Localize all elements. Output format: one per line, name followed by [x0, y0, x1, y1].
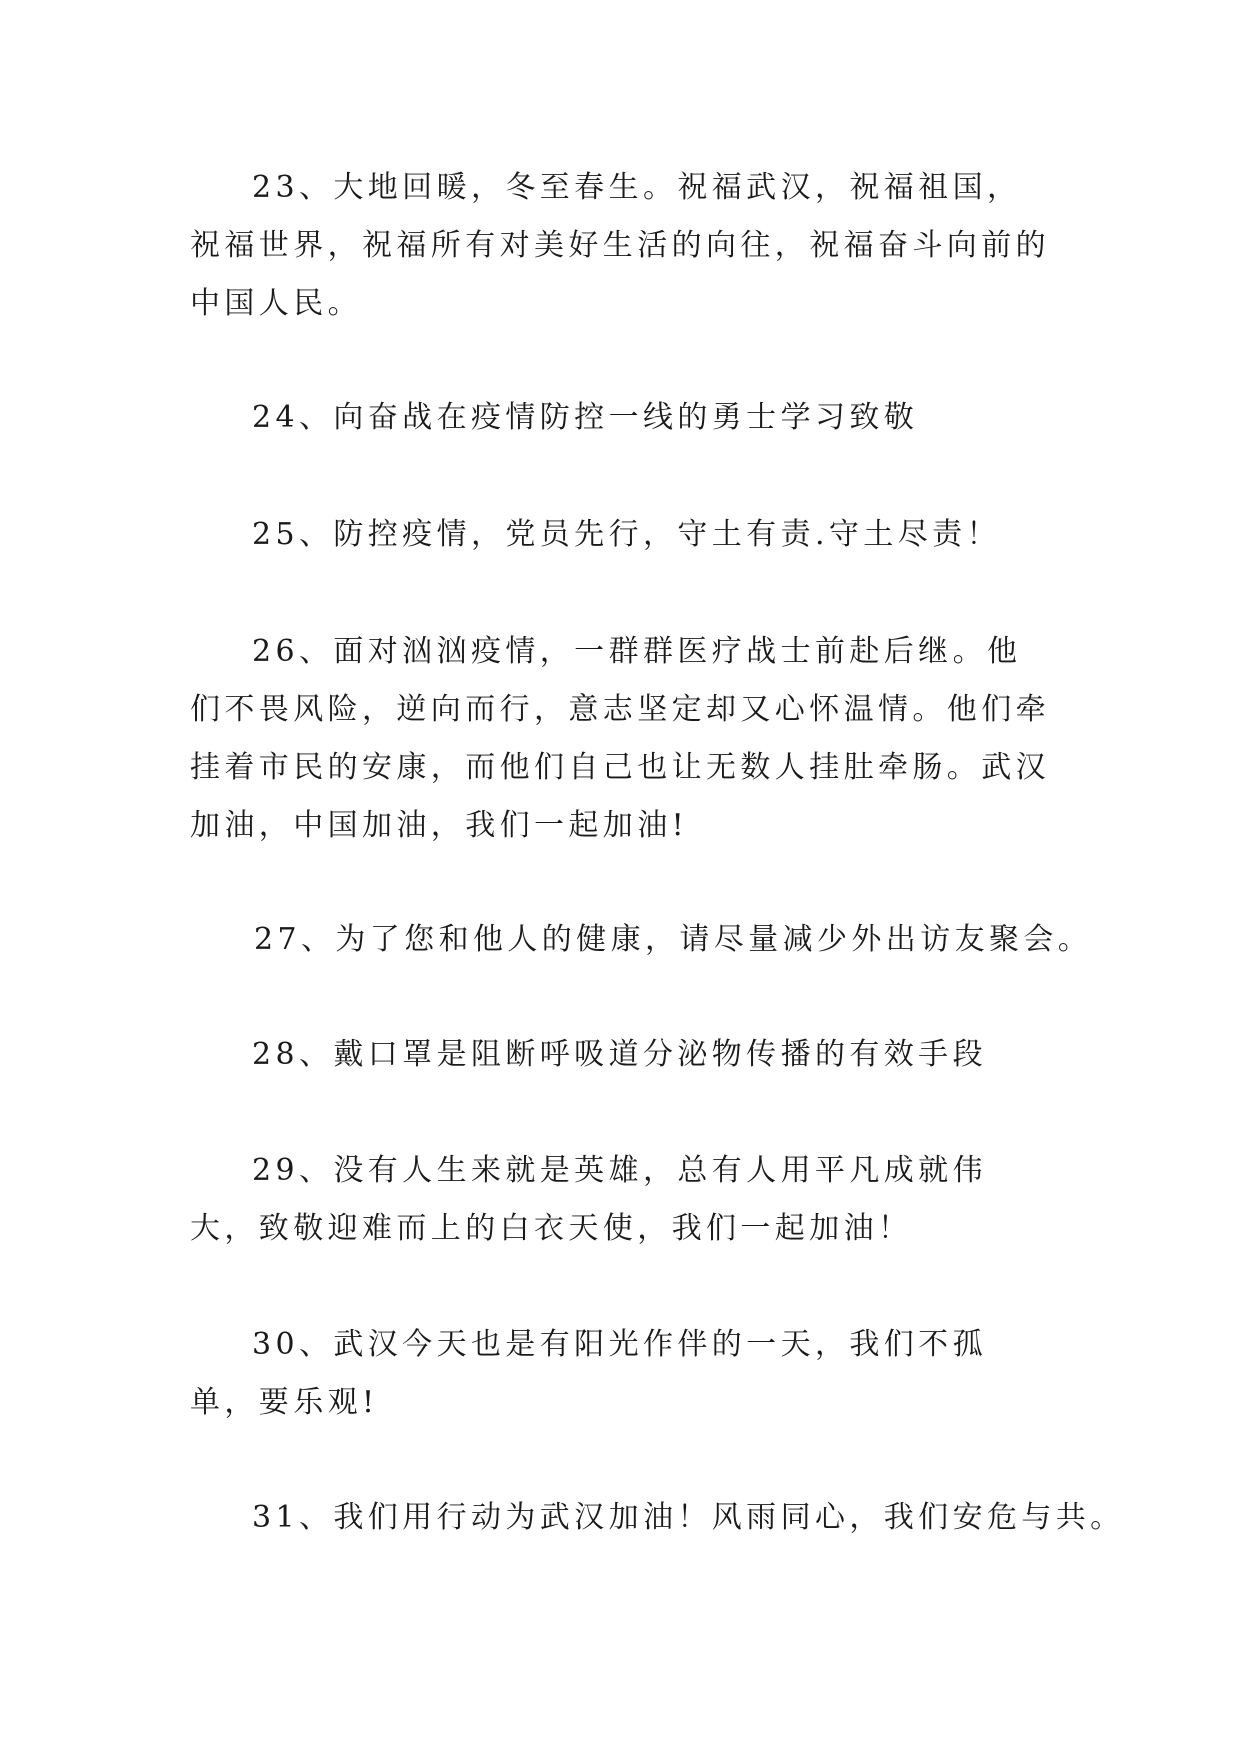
paragraph-item-28: 28、戴口罩是阻断呼吸道分泌物传播的有效手段 [252, 1037, 987, 1072]
paragraph-item-26: 26、面对汹汹疫情，一群群医疗战士前赴后继。他们不畏风险，逆向而行，意志坚定却又心怀温情。他们牵挂着市民的安康，而他们自己也让无数人挂肚牵肠。武汉加油，中国加油，我们一起加油! [190, 634, 1050, 843]
paragraph-item-31: 31、我们用行动为武汉加油！风雨同心，我们安危与共。 [252, 1500, 1125, 1535]
paragraph-item-27: 27、为了您和他人的健康，请尽量减少外出访友聚会。 [254, 922, 1093, 957]
paragraph-item-25: 25、防控疫情，党员先行，守土有责.守土尽责！ [252, 517, 1001, 552]
paragraph-item-30: 30、武汉今天也是有阳光作伴的一天，我们不孤单，要乐观! [190, 1327, 987, 1420]
paragraph-item-24: 24、向奋战在疫情防控一线的勇士学习致敬 [252, 400, 919, 435]
paragraph-item-29: 29、没有人生来就是英雄，总有人用平凡成就伟大，致敬迎难而上的白衣天使，我们一起加油！ [190, 1153, 987, 1246]
paragraph-item-23: 23、大地回暖，冬至春生。祝福武汉，祝福祖国，祝福世界，祝福所有对美好生活的向往，祝福奋斗向前的中国人民。 [190, 170, 1050, 321]
